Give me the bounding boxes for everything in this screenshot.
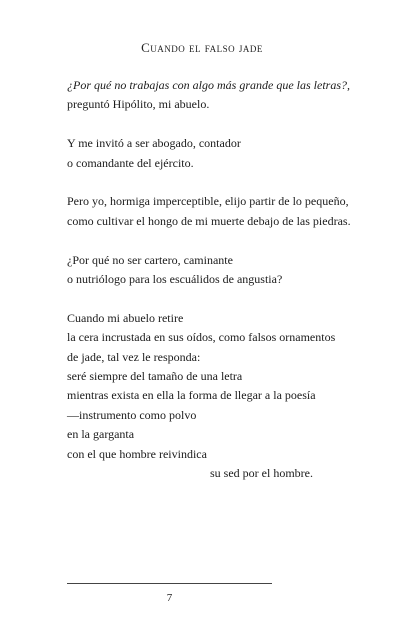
poem-line: Pero yo, hormiga imperceptible, elijo partir de lo pequeño, xyxy=(67,194,349,209)
poem-line: Cuando mi abuelo retire xyxy=(67,310,184,325)
poem-line: —instrumento como polvo xyxy=(67,407,197,422)
poem-line: seré siempre del tamaño de una letra xyxy=(67,369,243,384)
poem-title: Cuando el falso jade xyxy=(141,40,263,55)
poem-line: la cera incrustada en sus oídos, como falsos ornamentos xyxy=(67,330,336,345)
footer-divider xyxy=(67,583,272,584)
poem-line: o comandante del ejército. xyxy=(67,155,194,170)
stanza-1 xyxy=(67,76,387,115)
poem-body xyxy=(67,76,387,503)
stanza-4 xyxy=(67,251,387,290)
poem-line: mientras exista en ella la forma de llegar a la poesía xyxy=(67,388,316,403)
stanza-3 xyxy=(67,192,387,231)
poem-line: o nutriólogo para los escuálidos de angustia? xyxy=(67,272,283,287)
poem-line: ¿Por qué no ser cartero, caminante xyxy=(67,252,233,267)
poem-line: en la garganta xyxy=(67,427,135,442)
poem-line: preguntó Hipólito, mi abuelo. xyxy=(67,97,210,112)
poem-line: con el que hombre reivindica xyxy=(67,446,207,461)
page-number: 7 xyxy=(166,592,173,604)
stanza-2 xyxy=(67,134,387,173)
poem-line: de jade, tal vez le responda: xyxy=(67,349,201,364)
poem-line: su sed por el hombre. xyxy=(210,466,313,481)
poem-line: como cultivar el hongo de mi muerte debajo de las piedras. xyxy=(67,213,351,228)
poem-line: ¿Por qué no trabajas con algo más grande que las letras?, xyxy=(67,78,350,92)
stanza-5 xyxy=(67,309,387,484)
poem-line: Y me invitó a ser abogado, contador xyxy=(67,136,241,151)
